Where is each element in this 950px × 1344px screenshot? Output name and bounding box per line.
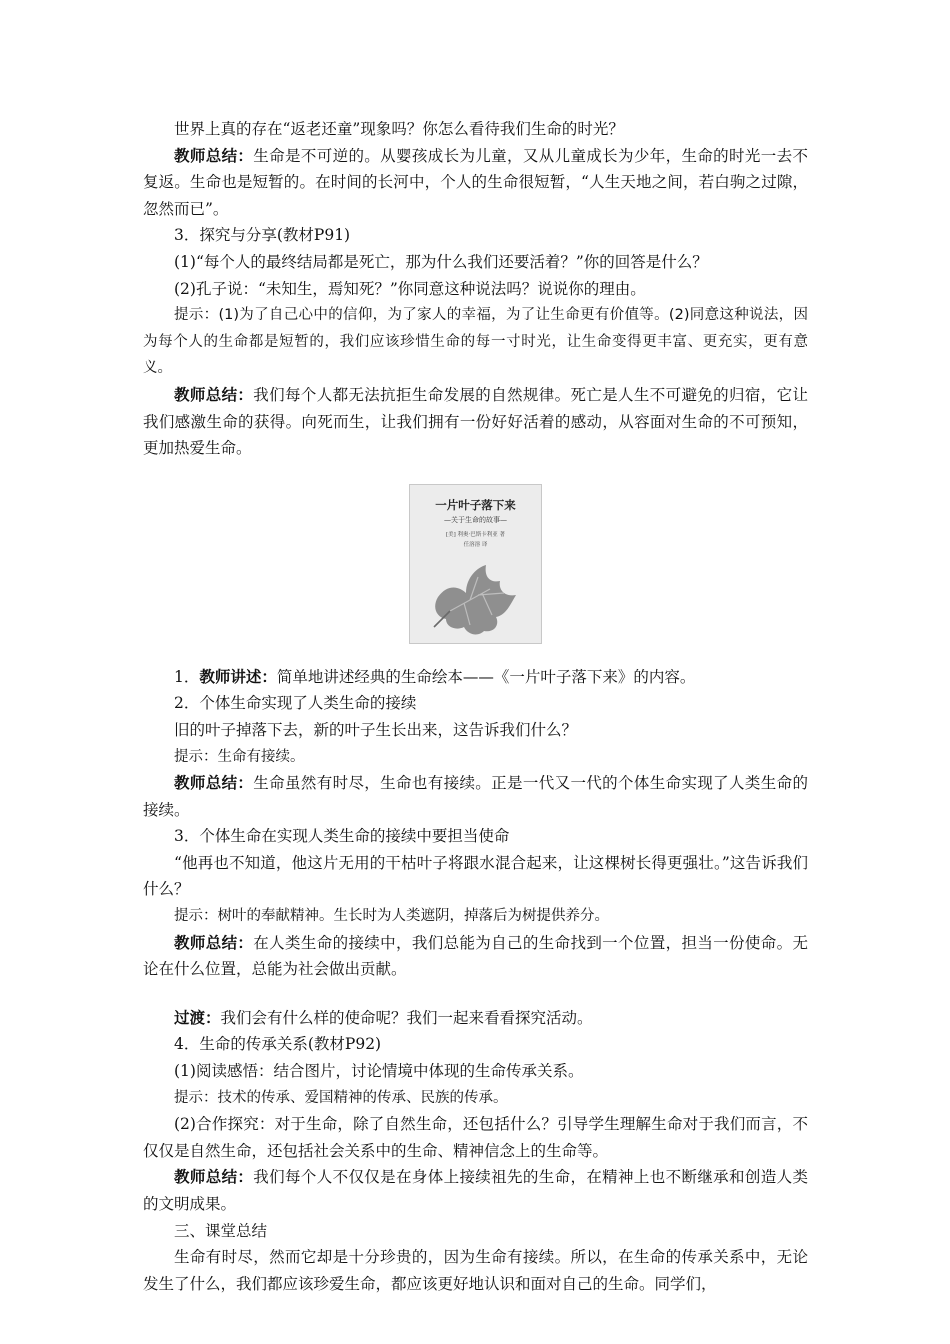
text: 生命虽然有时尽，生命也有接续。正是一代又一代的个体生命实现了人类生命的接续。 bbox=[143, 774, 808, 819]
book-author: [美] 利奥·巴斯卡利亚 著 bbox=[445, 531, 506, 538]
text: 4．生命的传承关系(教材P92) bbox=[174, 1035, 382, 1054]
text-column bbox=[143, 116, 808, 1297]
teacher-talk bbox=[143, 664, 808, 691]
text: 生命是不可逆的。从婴孩成长为儿童，又从儿童成长为少年，生命的时光一去不复返。生命也是短暂的。在时间的长河中，个人的生命很短暂，“人生天地之间，若白驹之过隙，忽然而已”。 bbox=[143, 146, 808, 218]
text: 旧的叶子掉落下去，新的叶子生长出来，这告诉我们什么？ bbox=[174, 720, 578, 739]
book-cover-image bbox=[409, 484, 542, 644]
teacher-summary-5 bbox=[143, 1164, 808, 1217]
teacher-summary-label: 教师总结： bbox=[174, 932, 254, 952]
section-heading-4 bbox=[143, 1031, 808, 1058]
text: (2)合作探究：对于生命，除了自然生命，还包括什么？引导学生理解生命对于我们而言，不仅仅是自然生命，还包括社会关系中的生命、精神信念上的生命等。 bbox=[143, 1115, 808, 1160]
teacher-summary-label: 教师总结： bbox=[174, 1167, 254, 1187]
cooperative-task bbox=[143, 1111, 808, 1164]
book-title: 一片叶子落下来 bbox=[435, 497, 516, 512]
hint-2 bbox=[143, 744, 808, 771]
text: (2)孔子说：“未知生，焉知死？”你同意这种说法吗？说说你的理由。 bbox=[174, 279, 646, 298]
item-number: 1． bbox=[174, 667, 200, 686]
text: 3．个体生命在实现人类生命的接续中要担当使命 bbox=[174, 827, 510, 846]
text: 3．探究与分享(教材P91) bbox=[174, 226, 351, 245]
spacer bbox=[143, 983, 808, 1005]
section-heading-summary bbox=[143, 1218, 808, 1245]
text: 我们每个人不仅仅是在身体上接续祖先的生命，在精神上也不断继承和创造人类的文明成果。 bbox=[143, 1168, 808, 1213]
text: 提示：技术的传承、爱国精神的传承、民族的传承。 bbox=[174, 1089, 508, 1106]
teacher-summary-1 bbox=[143, 143, 808, 223]
teacher-summary-2 bbox=[143, 382, 808, 462]
paragraph-question bbox=[143, 116, 808, 143]
book-subtitle: —关于生命的故事— bbox=[444, 515, 507, 524]
section-heading-2 bbox=[143, 690, 808, 717]
question-1 bbox=[143, 249, 808, 276]
teacher-summary-3 bbox=[143, 770, 808, 823]
reading-task bbox=[143, 1058, 808, 1085]
teacher-summary-label: 教师总结： bbox=[174, 773, 254, 793]
text: “他再也不知道，他这片无用的干枯叶子将跟水混合起来，让这棵树长得更强壮。”这告诉我们什么？ bbox=[143, 853, 808, 899]
text: (1)“每个人的最终结局都是死亡，那为什么我们还要活着？”你的回答是什么？ bbox=[174, 252, 708, 271]
teacher-talk-label: 教师讲述： bbox=[199, 666, 277, 686]
text: 世界上真的存在“返老还童”现象吗？你怎么看待我们生命的时光？ bbox=[174, 120, 624, 138]
text: 生命有时尽，然而它却是十分珍贵的，因为生命有接续。所以，在生命的传承关系中，无论发生了什么，我们都应该珍爱生命，都应该更好地认识和面对自己的生命。同学们， bbox=[143, 1248, 808, 1293]
hint-4 bbox=[143, 1085, 808, 1112]
text: 提示：(1)为了自己心中的信仰，为了家人的幸福，为了让生命更有价值等。(2)同意这种说法，因为每个人的生命都是短暂的，我们应该珍惜生命的每一寸时光，让生命变得更丰富、更充实，更有意义。 bbox=[143, 307, 808, 377]
question-leaf bbox=[143, 717, 808, 744]
leaf-icon bbox=[420, 553, 533, 641]
book-translator: 任溶溶 译 bbox=[463, 541, 488, 548]
text: 2．个体生命实现了人类生命的接续 bbox=[174, 694, 417, 713]
quote-paragraph bbox=[143, 850, 808, 903]
text: 简单地讲述经典的生命绘本——《一片叶子落下来》的内容。 bbox=[276, 667, 696, 686]
text: 提示：树叶的奉献精神。生长时为人类遮阴，掉落后为树提供养分。 bbox=[174, 908, 609, 925]
hint-3 bbox=[143, 903, 808, 930]
closing-paragraph bbox=[143, 1244, 808, 1297]
text: 提示：生命有接续。 bbox=[174, 748, 305, 765]
hint-1 bbox=[143, 302, 808, 382]
section-heading-3b bbox=[143, 823, 808, 850]
text: 在人类生命的接续中，我们总能为自己的生命找到一个位置，担当一份使命。无论在什么位置，总能为社会做出贡献。 bbox=[143, 933, 808, 979]
section-heading-3 bbox=[143, 222, 808, 249]
transition bbox=[143, 1005, 808, 1032]
text: 我们会有什么样的使命呢？我们一起来看看探究活动。 bbox=[220, 1008, 593, 1027]
teacher-summary-4 bbox=[143, 930, 808, 983]
text: 我们每个人都无法抗拒生命发展的自然规律。死亡是人生不可避免的归宿，它让我们感激生命的获得。向死而生，让我们拥有一份好好活着的感动，从容面对生命的不可预知，更加热爱生命。 bbox=[143, 385, 808, 458]
transition-label: 过渡： bbox=[174, 1007, 221, 1027]
question-2 bbox=[143, 276, 808, 303]
teacher-summary-label: 教师总结： bbox=[174, 384, 254, 404]
text: 三、课堂总结 bbox=[174, 1221, 268, 1240]
text: (1)阅读感悟：结合图片，讨论情境中体现的生命传承关系。 bbox=[174, 1062, 584, 1081]
teacher-summary-label: 教师总结： bbox=[174, 145, 254, 165]
